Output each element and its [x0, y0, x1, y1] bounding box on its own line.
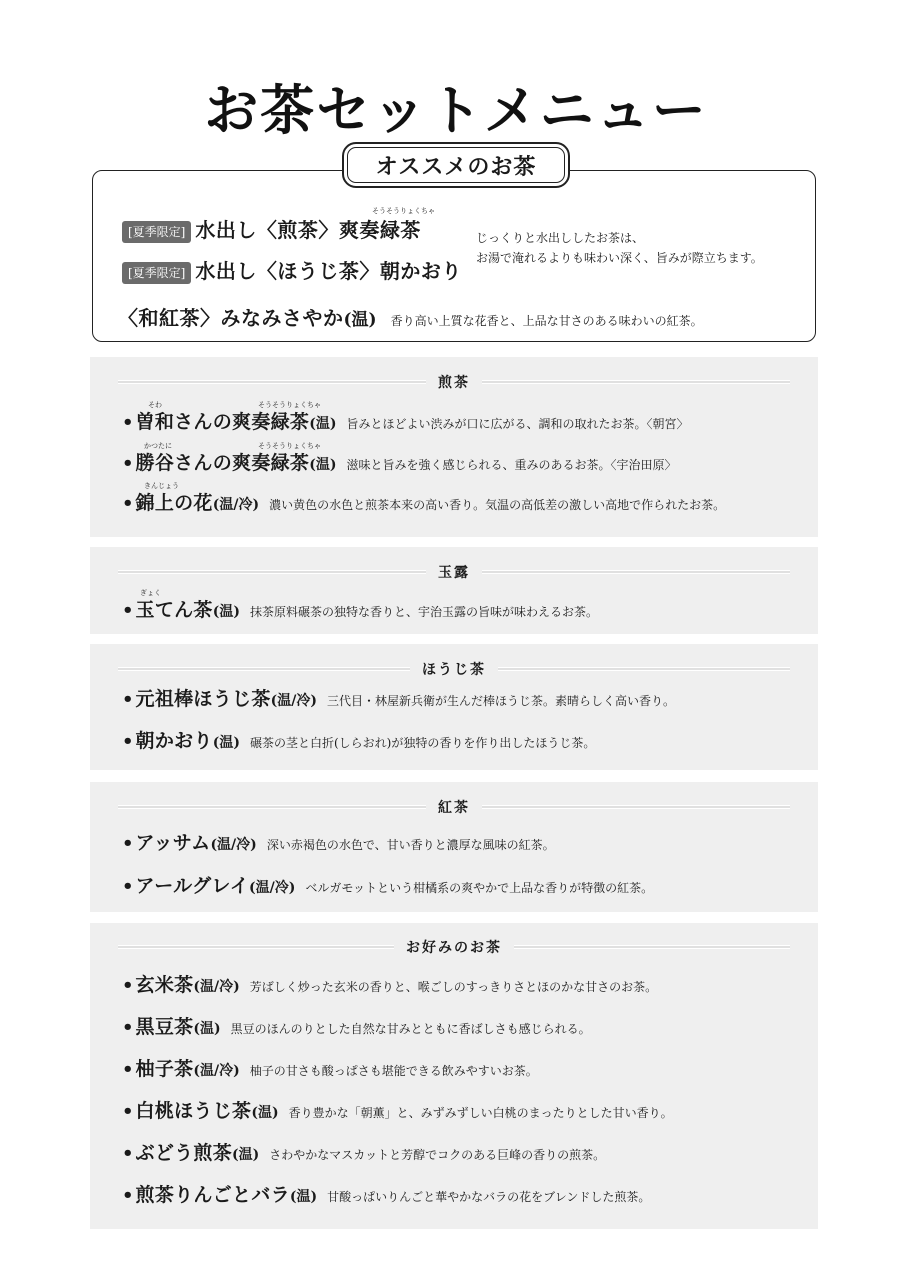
menu-item-desc: 濃い黄色の水色と煎茶本来の高い香り。気温の高低差の激しい高地で作られたお茶。 — [269, 498, 726, 512]
panel-title: お好みのお茶 — [406, 940, 502, 956]
recommended-item-name: 水出し〈ほうじ茶〉朝かおり — [195, 259, 462, 283]
temperature-label: (温) — [251, 1105, 279, 1121]
recommended-item-name: 水出し〈煎茶〉爽奏緑茶 — [195, 218, 421, 242]
ruby: かつたに — [144, 442, 172, 450]
divider — [498, 667, 790, 671]
bullet: • — [122, 493, 134, 514]
panel-title: 玉露 — [438, 565, 470, 581]
panel-heading — [118, 372, 790, 392]
bullet: • — [122, 1017, 134, 1038]
menu-item-name: アールグレイ — [135, 875, 250, 897]
seasonal-tag: [夏季限定] — [122, 262, 191, 284]
summer-description-line: じっくりと水出ししたお茶は、 — [476, 231, 645, 245]
panel-gyokuro — [90, 547, 818, 634]
divider — [118, 945, 394, 949]
menu-item — [122, 871, 653, 898]
menu-item-desc: 三代目・林屋新兵衛が生んだ棒ほうじ茶。素晴らしく高い香り。 — [327, 694, 676, 708]
recommended-item-desc: 香り高い上質な花香と、上品な甘さのある味わいの紅茶。 — [390, 314, 703, 328]
menu-item-desc: 旨みとほどよい渋みが口に広がる、調和の取れたお茶。〈朝宮〉 — [346, 417, 689, 431]
temperature-label: (温) — [193, 1021, 221, 1037]
menu-item-desc: 黒豆のほんのりとした自然な甘みとともに香ばしさも感じられる。 — [230, 1022, 591, 1036]
menu-item — [122, 488, 725, 515]
menu-item-name: 玄米茶 — [135, 974, 194, 996]
ruby-soso: そうそうりょくちゃ — [372, 207, 435, 215]
bullet: • — [122, 833, 134, 854]
divider — [118, 805, 426, 809]
bullet: • — [122, 1101, 134, 1122]
bullet: • — [122, 876, 134, 897]
menu-item-desc: 滋味と旨みを強く感じられる、重みのあるお茶。〈宇治田原〉 — [346, 458, 677, 472]
ruby: そうそうりょくちゃ — [258, 401, 321, 409]
menu-item-desc: 甘酸っぱいりんごと華やかなバラの花をブレンドした煎茶。 — [327, 1190, 651, 1204]
ruby: そうそうりょくちゃ — [258, 442, 321, 450]
panel-kocha — [90, 782, 818, 912]
menu-item — [122, 1012, 591, 1039]
menu-item-name: 煎茶りんごとバラ — [135, 1184, 290, 1206]
menu-item-name: 白桃ほうじ茶 — [135, 1100, 252, 1122]
ruby: きんじょう — [144, 482, 179, 490]
divider — [118, 570, 426, 574]
temperature-label: (温/冷) — [193, 1063, 240, 1079]
menu-item-name: 玉てん茶 — [135, 599, 213, 621]
recommended-item — [118, 302, 703, 331]
menu-item — [122, 726, 595, 753]
menu-item-name: 柚子茶 — [135, 1058, 194, 1080]
menu-item-desc: さわやかなマスカットと芳醇でコクのある巨峰の香りの煎茶。 — [269, 1148, 606, 1162]
menu-item-name: アッサム — [135, 832, 211, 854]
bullet: • — [122, 453, 134, 474]
temperature-label: (温) — [212, 604, 240, 620]
temperature-label: (温/冷) — [210, 837, 257, 853]
menu-item — [122, 1096, 673, 1123]
menu-item — [122, 407, 688, 434]
divider — [118, 380, 426, 384]
ruby: ぎょく — [140, 589, 161, 597]
menu-item-desc: 深い赤褐色の水色で、甘い香りと濃厚な風味の紅茶。 — [266, 838, 555, 852]
divider — [482, 570, 790, 574]
menu-item — [122, 970, 657, 997]
divider — [482, 805, 790, 809]
page-title: お茶セットメニュー — [204, 78, 708, 142]
ruby: そわ — [148, 401, 162, 409]
temperature-label: (温) — [309, 457, 337, 473]
panel-heading — [118, 797, 790, 817]
panel-title: ほうじ茶 — [422, 662, 486, 678]
temperature-label: (温) — [343, 310, 377, 330]
divider — [118, 667, 410, 671]
menu-item — [122, 1180, 650, 1207]
bullet: • — [122, 412, 134, 433]
temperature-label: (温/冷) — [193, 979, 240, 995]
panel-sencha — [90, 357, 818, 537]
menu-item-desc: 芳ばしく炒った玄米の香りと、喉ごしのすっきりさとほのかな甘さのお茶。 — [249, 980, 658, 994]
menu-item-name: 朝かおり — [135, 730, 213, 752]
temperature-label: (温/冷) — [212, 497, 260, 513]
menu-item-name: 元祖棒ほうじ茶 — [135, 688, 271, 710]
bullet: • — [122, 689, 134, 710]
recommended-item-name: 〈和紅茶〉みなみさやか — [118, 306, 344, 330]
bullet: • — [122, 975, 134, 996]
temperature-label: (温) — [232, 1147, 260, 1163]
bullet: • — [122, 1185, 134, 1206]
temperature-label: (温) — [309, 416, 337, 432]
menu-item-desc: 碾茶の茎と白折(しらおれ)が独特の香りを作り出したほうじ茶。 — [249, 736, 596, 750]
menu-item-name: ぶどう煎茶 — [135, 1142, 233, 1164]
menu-item-desc: 抹茶原料碾茶の独特な香りと、宇治玉露の旨味が味わえるお茶。 — [249, 605, 598, 619]
recommended-item — [122, 255, 462, 284]
divider — [514, 945, 790, 949]
menu-item — [122, 684, 675, 711]
menu-item-name: 錦上の花 — [135, 492, 213, 514]
seasonal-tag: [夏季限定] — [122, 221, 191, 243]
panel-heading — [118, 937, 790, 957]
bullet: • — [122, 731, 134, 752]
menu-item — [122, 448, 676, 475]
bullet: • — [122, 1143, 134, 1164]
summer-description-line: お湯で淹れるよりも味わい深く、旨みが際立ちます。 — [476, 251, 763, 265]
divider — [482, 380, 790, 384]
menu-item — [122, 1138, 605, 1165]
recommended-heading: オススメのお茶 — [342, 142, 570, 188]
temperature-label: (温/冷) — [270, 693, 317, 709]
menu-item-name: 曽和さんの爽奏緑茶 — [135, 411, 310, 433]
panel-title: 紅茶 — [438, 800, 470, 816]
temperature-label: (温/冷) — [249, 880, 296, 896]
panel-okonomi — [90, 923, 818, 1229]
menu-item — [122, 595, 598, 622]
menu-item-desc: 香り豊かな「朝薫」と、みずみずしい白桃のまったりとした甘い香り。 — [288, 1106, 673, 1120]
panel-title: 煎茶 — [438, 375, 470, 391]
menu-item-desc: ベルガモットという柑橘系の爽やかで上品な香りが特徴の紅茶。 — [305, 881, 654, 895]
panel-heading — [118, 659, 790, 679]
temperature-label: (温) — [212, 735, 240, 751]
menu-item-name: 黒豆茶 — [135, 1016, 194, 1038]
menu-item — [122, 1054, 538, 1081]
panel-heading — [118, 562, 790, 582]
bullet: • — [122, 1059, 134, 1080]
bullet: • — [122, 600, 134, 621]
temperature-label: (温) — [289, 1189, 318, 1205]
recommended-item — [122, 214, 421, 243]
menu-item — [122, 828, 555, 855]
menu-item-name: 勝谷さんの爽奏緑茶 — [135, 452, 310, 474]
menu-item-desc: 柚子の甘さも酸っぱさも堪能できる飲みやすいお茶。 — [249, 1064, 538, 1078]
panel-houjicha — [90, 644, 818, 770]
summer-description — [476, 228, 806, 268]
